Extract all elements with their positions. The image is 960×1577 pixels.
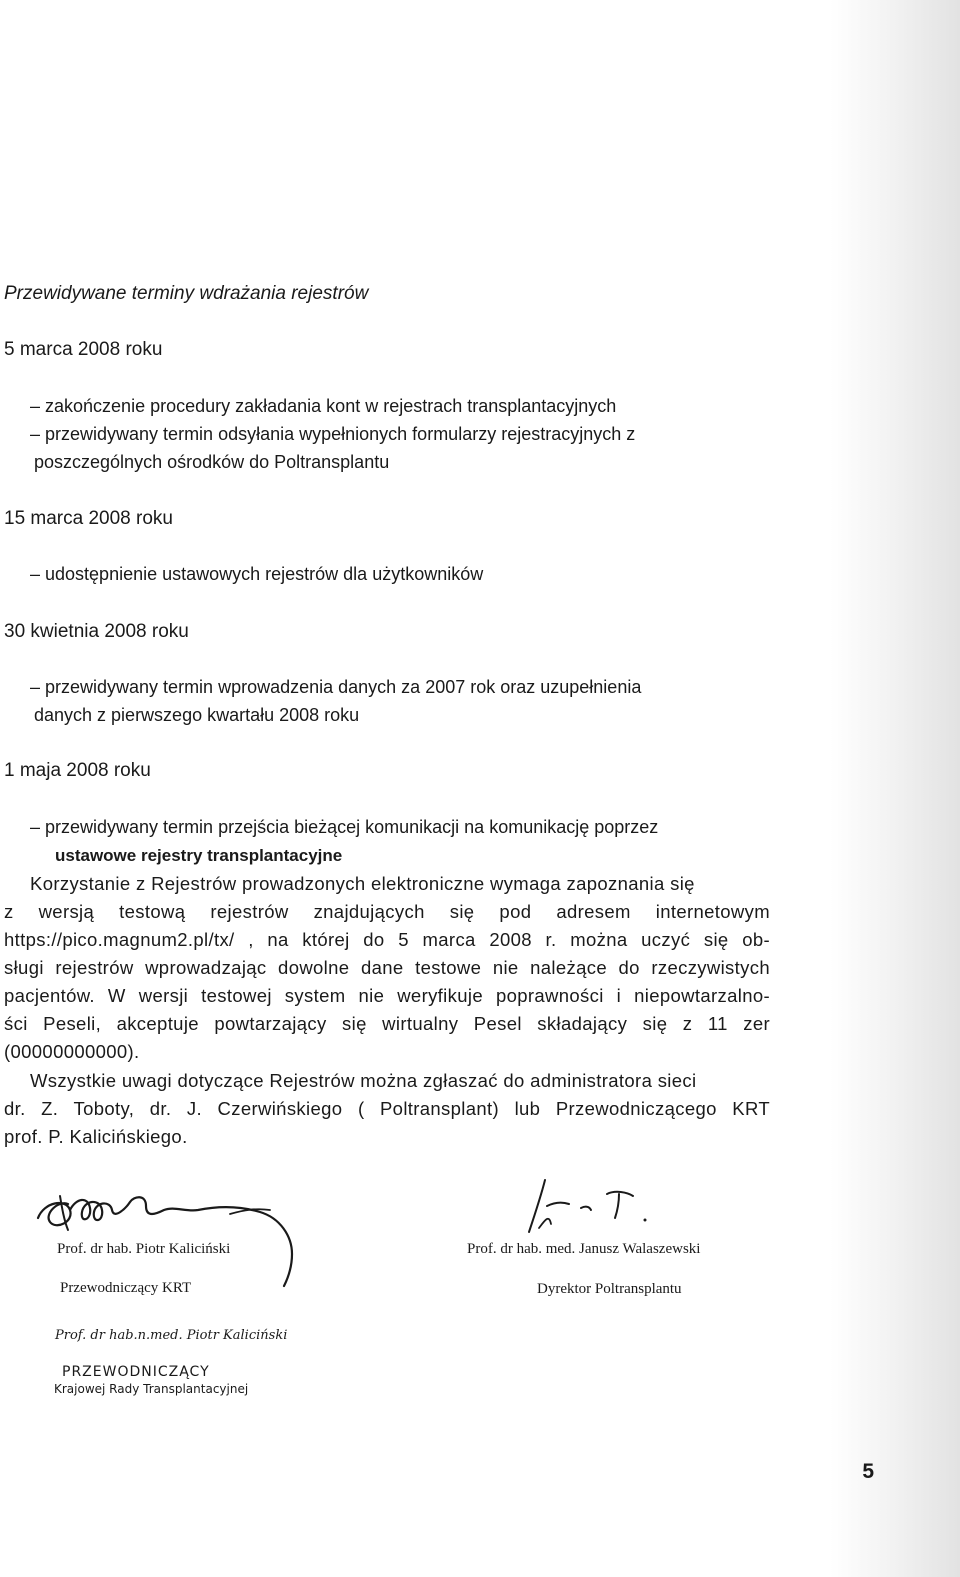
signatory-name-left: Prof. dr hab. Piotr Kaliciński bbox=[57, 1241, 231, 1257]
paragraph-line: z wersją testową rejestrów znajdujących się pod adresem internetowym bbox=[4, 901, 770, 922]
date-heading: 30 kwietnia 2008 roku bbox=[4, 621, 189, 642]
list-item: – zakończenie procedury zakładania kont w rejestrach transplantacyjnych bbox=[30, 396, 617, 416]
section-heading: Przewidywane terminy wdrażania rejestrów bbox=[4, 283, 369, 304]
paragraph-line: ści Peseli, akceptuje powtarzający się wirtualny Pesel składający się z 11 zer bbox=[4, 1013, 770, 1034]
list-item: – przewidywany termin przejścia bieżącej komunikacji na komunikację poprzez bbox=[30, 817, 659, 837]
handwritten-signature-right bbox=[515, 1176, 675, 1246]
paragraph-line: sługi rejestrów wprowadzając dowolne dane testowe nie należące do rzeczywistych bbox=[4, 957, 770, 978]
paragraph-line: prof. P. Kalicińskiego. bbox=[4, 1126, 188, 1147]
date-heading: 15 marca 2008 roku bbox=[4, 508, 173, 529]
page-number: 5 bbox=[862, 1460, 874, 1483]
list-item-continuation: ustawowe rejestry transplantacyjne bbox=[55, 846, 343, 865]
list-item: – przewidywany termin wprowadzenia danych za 2007 rok oraz uzupełnienia bbox=[30, 677, 642, 697]
date-heading: 1 maja 2008 roku bbox=[4, 760, 151, 781]
signatory-role-left: Przewodniczący KRT bbox=[60, 1280, 192, 1296]
paragraph-line: https://pico.magnum2.pl/tx/ , na której do 5 marca 2008 r. można uczyć się ob- bbox=[4, 929, 770, 950]
list-item-continuation: poszczególnych ośrodków do Poltransplantu bbox=[34, 452, 390, 472]
list-item: – przewidywany termin odsyłania wypełnionych formularzy rejestracyjnych z bbox=[30, 424, 636, 444]
paragraph-line: pacjentów. W wersji testowej system nie weryfikuje poprawności i niepowtarzalno- bbox=[4, 985, 770, 1006]
date-heading: 5 marca 2008 roku bbox=[4, 339, 163, 360]
paragraph-line: Wszystkie uwagi dotyczące Rejestrów można zgłaszać do administratora sieci bbox=[30, 1070, 697, 1091]
stamp-name: Prof. dr hab.n.med. Piotr Kaliciński bbox=[55, 1328, 288, 1343]
paragraph-line: (00000000000). bbox=[4, 1041, 140, 1062]
stamp-title: PRZEWODNICZĄCY bbox=[62, 1364, 210, 1380]
list-item-continuation: danych z pierwszego kwartału 2008 roku bbox=[34, 705, 360, 725]
handwritten-signature-left bbox=[30, 1188, 300, 1288]
stamp-organization: Krajowej Rady Transplantacyjnej bbox=[54, 1382, 249, 1396]
paragraph-line: dr. Z. Toboty, dr. J. Czerwińskiego ( Poltransplant) lub Przewodniczącego KRT bbox=[4, 1098, 770, 1119]
signatory-role-right: Dyrektor Poltransplantu bbox=[537, 1281, 682, 1297]
paragraph-line: Korzystanie z Rejestrów prowadzonych elektroniczne wymaga zapoznania się bbox=[30, 873, 695, 894]
list-item: – udostępnienie ustawowych rejestrów dla użytkowników bbox=[30, 564, 484, 584]
signatory-name-right: Prof. dr hab. med. Janusz Walaszewski bbox=[467, 1241, 701, 1257]
